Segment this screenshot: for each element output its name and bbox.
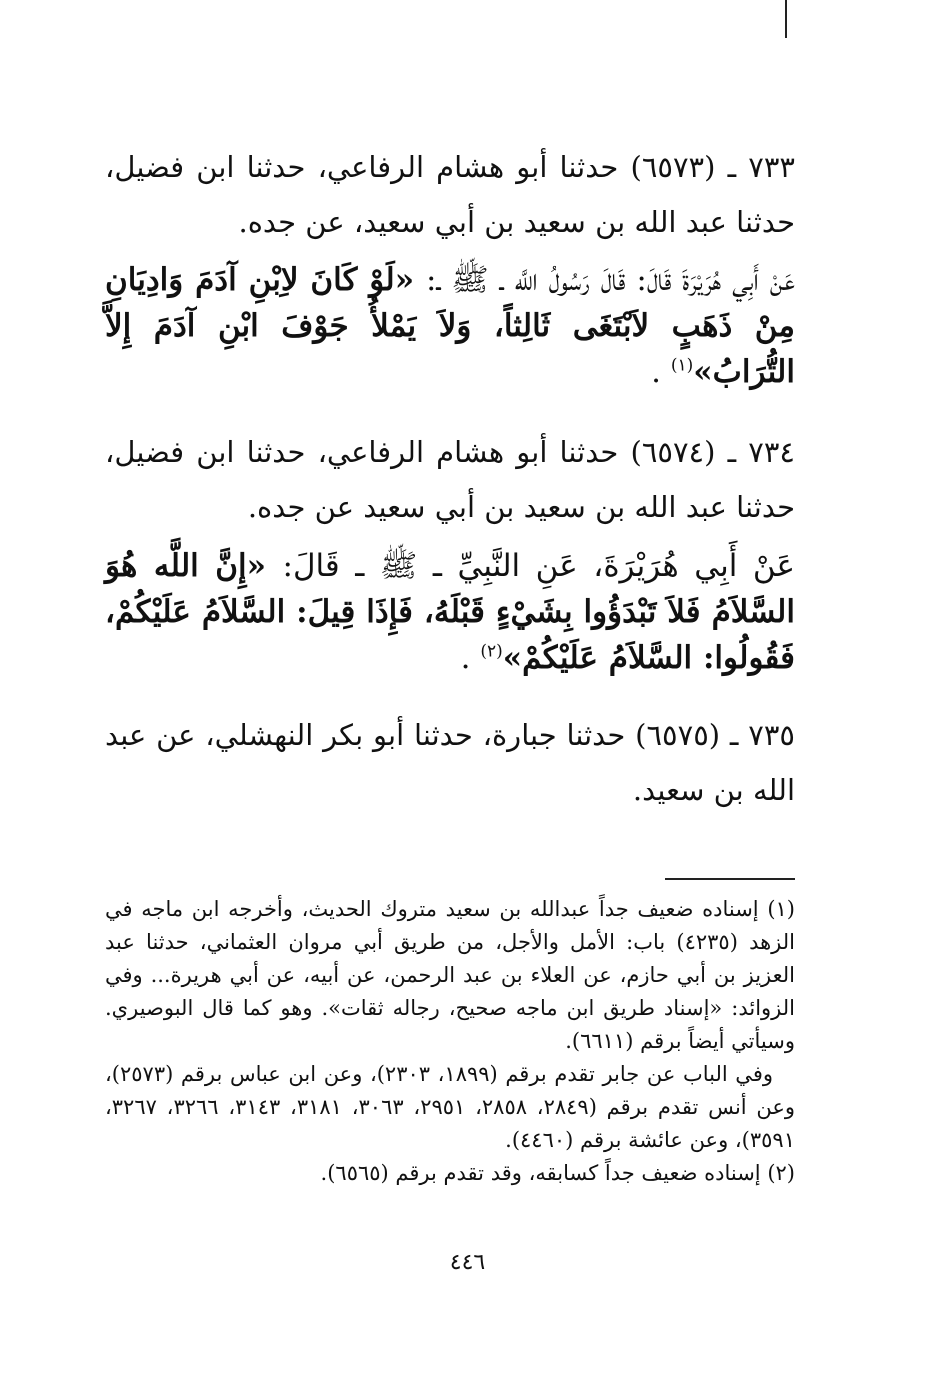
hadith-735-isnad: ٧٣٥ ـ (٦٥٧٥) حدثنا جبارة، حدثنا أبو بكر النهشلي، عن عبد الله بن سعيد. xyxy=(105,718,795,807)
footnote-separator xyxy=(665,878,795,880)
footnote-ref-1: (١) xyxy=(670,355,694,376)
page-edge-line xyxy=(785,0,787,38)
hadith-734-intro: عَنْ أَبِي هُرَيْرَةَ، عَنِ النَّبِيِّ ـ ﷺ ـ قَالَ: xyxy=(282,548,795,584)
hadith-733-text: «لَوْ كَانَ لاِبْنِ آدَمَ وَادِيَانِ مِنْ ذَهَبٍ لاَبْتَغَى ثَالِثاً، وَلاَ يَمْلأُ جَوْفَ ابْنِ آدَمَ إِلاَّ التُّرَابُ» xyxy=(105,262,795,390)
hadith-733-end: . xyxy=(651,354,671,390)
hadith-734-isnad: ٧٣٤ ـ (٦٥٧٤) حدثنا أبو هشام الرفاعي، حدثنا ابن فضيل، حدثنا عبد الله بن سعيد بن أبي سعيد عن جده. xyxy=(105,435,795,524)
footnote-ref-2: (٢) xyxy=(480,641,503,662)
footnotes xyxy=(105,893,795,1190)
footnote-1-continued: وفي الباب عن جابر تقدم برقم (١٨٩٩، ٢٣٠٣)، وعن ابن عباس برقم (٢٥٧٣)، وعن أنس تقدم برقم (٢٨٤٩، ٢٨٥٨، ٢٩٥١، ٣٠٦٣، ٣١٨١، ٣١٤٣، ٣٢٦٦، ٣٢٦٧، ٣٥٩١)، وعن عائشة برقم (٤٤٦٠). xyxy=(105,1062,796,1152)
hadith-734-end: . xyxy=(460,640,481,676)
footnote-1: (١) إسناده ضعيف جداً عبدالله بن سعيد متروك الحديث، وأخرجه ابن ماجه في الزهد (٤٢٣٥) باب: الأمل والأجل، من طريق أبي مروان العثماني، حدثنا عبد العزيز بن أبي حازم، عن العلاء بن عبد الرحمن، عن أبيه، عن أبي هريرة... وفي الزوائد: «إسناد طريق ابن ماجه صحيح، رجاله ثقات». وهو كما قال البوصيري. وسيأتي أيضاً برقم (٦٦١١). xyxy=(105,897,795,1053)
hadith-733-matn xyxy=(105,257,795,395)
hadith-734-matn xyxy=(105,543,795,681)
page-number: ٤٤٦ xyxy=(449,1250,486,1275)
hadith-733-isnad: ٧٣٣ ـ (٦٥٧٣) حدثنا أبو هشام الرفاعي، حدثنا ابن فضيل، حدثنا عبد الله بن سعيد بن أبي سعيد، عن جده. xyxy=(105,150,795,239)
footnote-2: (٢) إسناده ضعيف جداً كسابقه، وقد تقدم برقم (٦٥٦٥). xyxy=(320,1161,795,1185)
hadith-734-text: «إِنَّ اللَّه هُوَ السَّلاَمُ فَلاَ تَبْدَؤُوا بِشَيْءٍ قَبْلَهُ، فَإِذَا قِيلَ: السَّلاَمُ عَلَيْكُمْ، فَقُولُوا: السَّلاَمُ عَلَيْكُمْ» xyxy=(105,548,795,676)
hadith-733-intro: عَنْ أَبِي هُرَيْرَةَ قَالَ: قَالَ رَسُولُ اللَّه ـ ﷺ ـ: xyxy=(426,262,795,298)
